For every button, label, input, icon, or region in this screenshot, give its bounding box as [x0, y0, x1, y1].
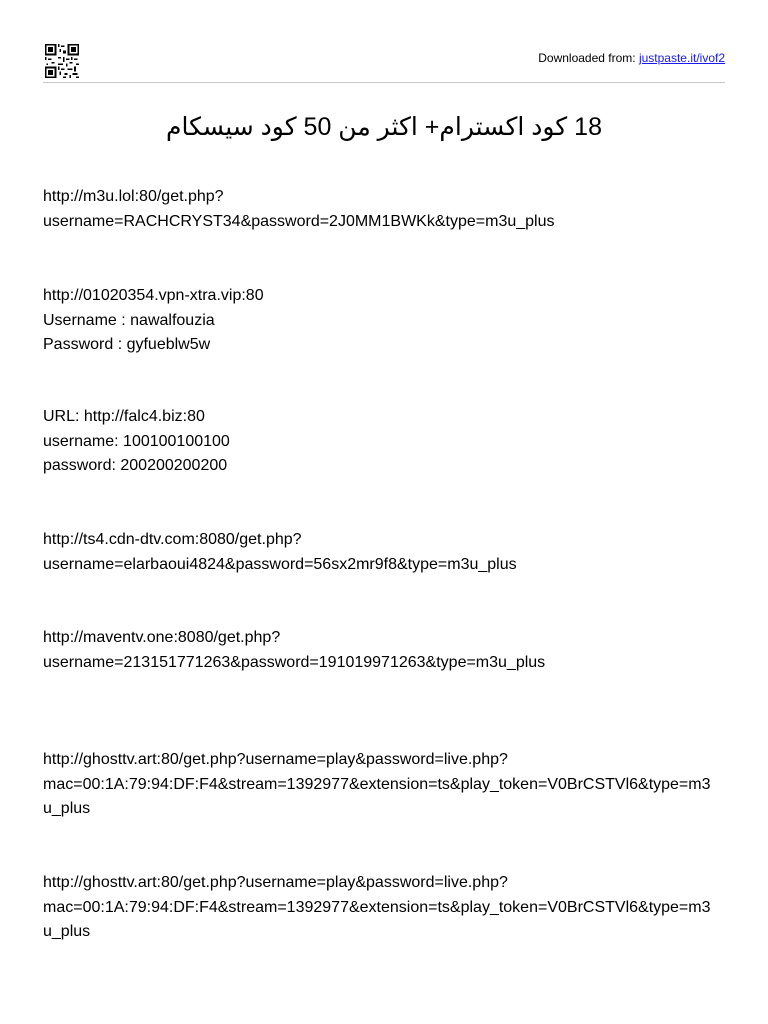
entry-line: password: 200200200200 — [43, 457, 228, 474]
header-divider — [43, 82, 725, 83]
entry-line: username=RACHCRYST34&password=2J0MM1BWKk&type=m3u_plus — [43, 212, 555, 230]
entry-line: mac=00:1A:79:94:DF:F4&stream=1392977&extension=ts&play_token=V0BrCSTVl6&type=m3 — [43, 775, 711, 793]
qr-code-icon — [45, 44, 79, 78]
entry-line: http://ghosttv.art:80/get.php?username=play&password=live.php? — [43, 874, 508, 891]
entry-line: Password : gyfueblw5w — [43, 336, 211, 353]
entry-line: URL: http://falc4.biz:80 — [43, 408, 205, 425]
entry-block — [43, 185, 733, 234]
entry-block — [43, 748, 733, 822]
entry-line: http://m3u.lol:80/get.php? — [43, 188, 224, 205]
entry-line: Username : nawalfouzia — [43, 311, 215, 329]
entry-line: username=213151771263&password=191019971263&type=m3u_plus — [43, 653, 546, 671]
entry-line: mac=00:1A:79:94:DF:F4&stream=1392977&extension=ts&play_token=V0BrCSTVl6&type=m3 — [43, 898, 711, 916]
entry-block — [43, 405, 733, 479]
source-prefix: Downloaded from: — [538, 51, 639, 65]
entry-block — [43, 871, 733, 945]
entry-block — [43, 284, 733, 358]
entry-block — [43, 626, 733, 675]
source-link[interactable]: justpaste.it/ivof2 — [638, 51, 725, 65]
entry-line: u_plus — [43, 923, 91, 940]
entry-line: http://01020354.vpn-xtra.vip:80 — [43, 287, 264, 304]
entry-line: u_plus — [43, 800, 91, 817]
entry-line: username=elarbaoui4824&password=56sx2mr9f8&type=m3u_plus — [43, 555, 517, 573]
entry-line: username: 100100100100 — [43, 432, 230, 450]
page-title: 18 كود اكسترام+ اكثر من 50 كود سيسكام — [166, 113, 602, 141]
entry-line: http://ts4.cdn-dtv.com:8080/get.php? — [43, 531, 302, 548]
source-line — [538, 51, 725, 65]
entry-line: http://maventv.one:8080/get.php? — [43, 629, 281, 646]
entry-block — [43, 528, 733, 577]
entry-line: http://ghosttv.art:80/get.php?username=play&password=live.php? — [43, 751, 508, 768]
